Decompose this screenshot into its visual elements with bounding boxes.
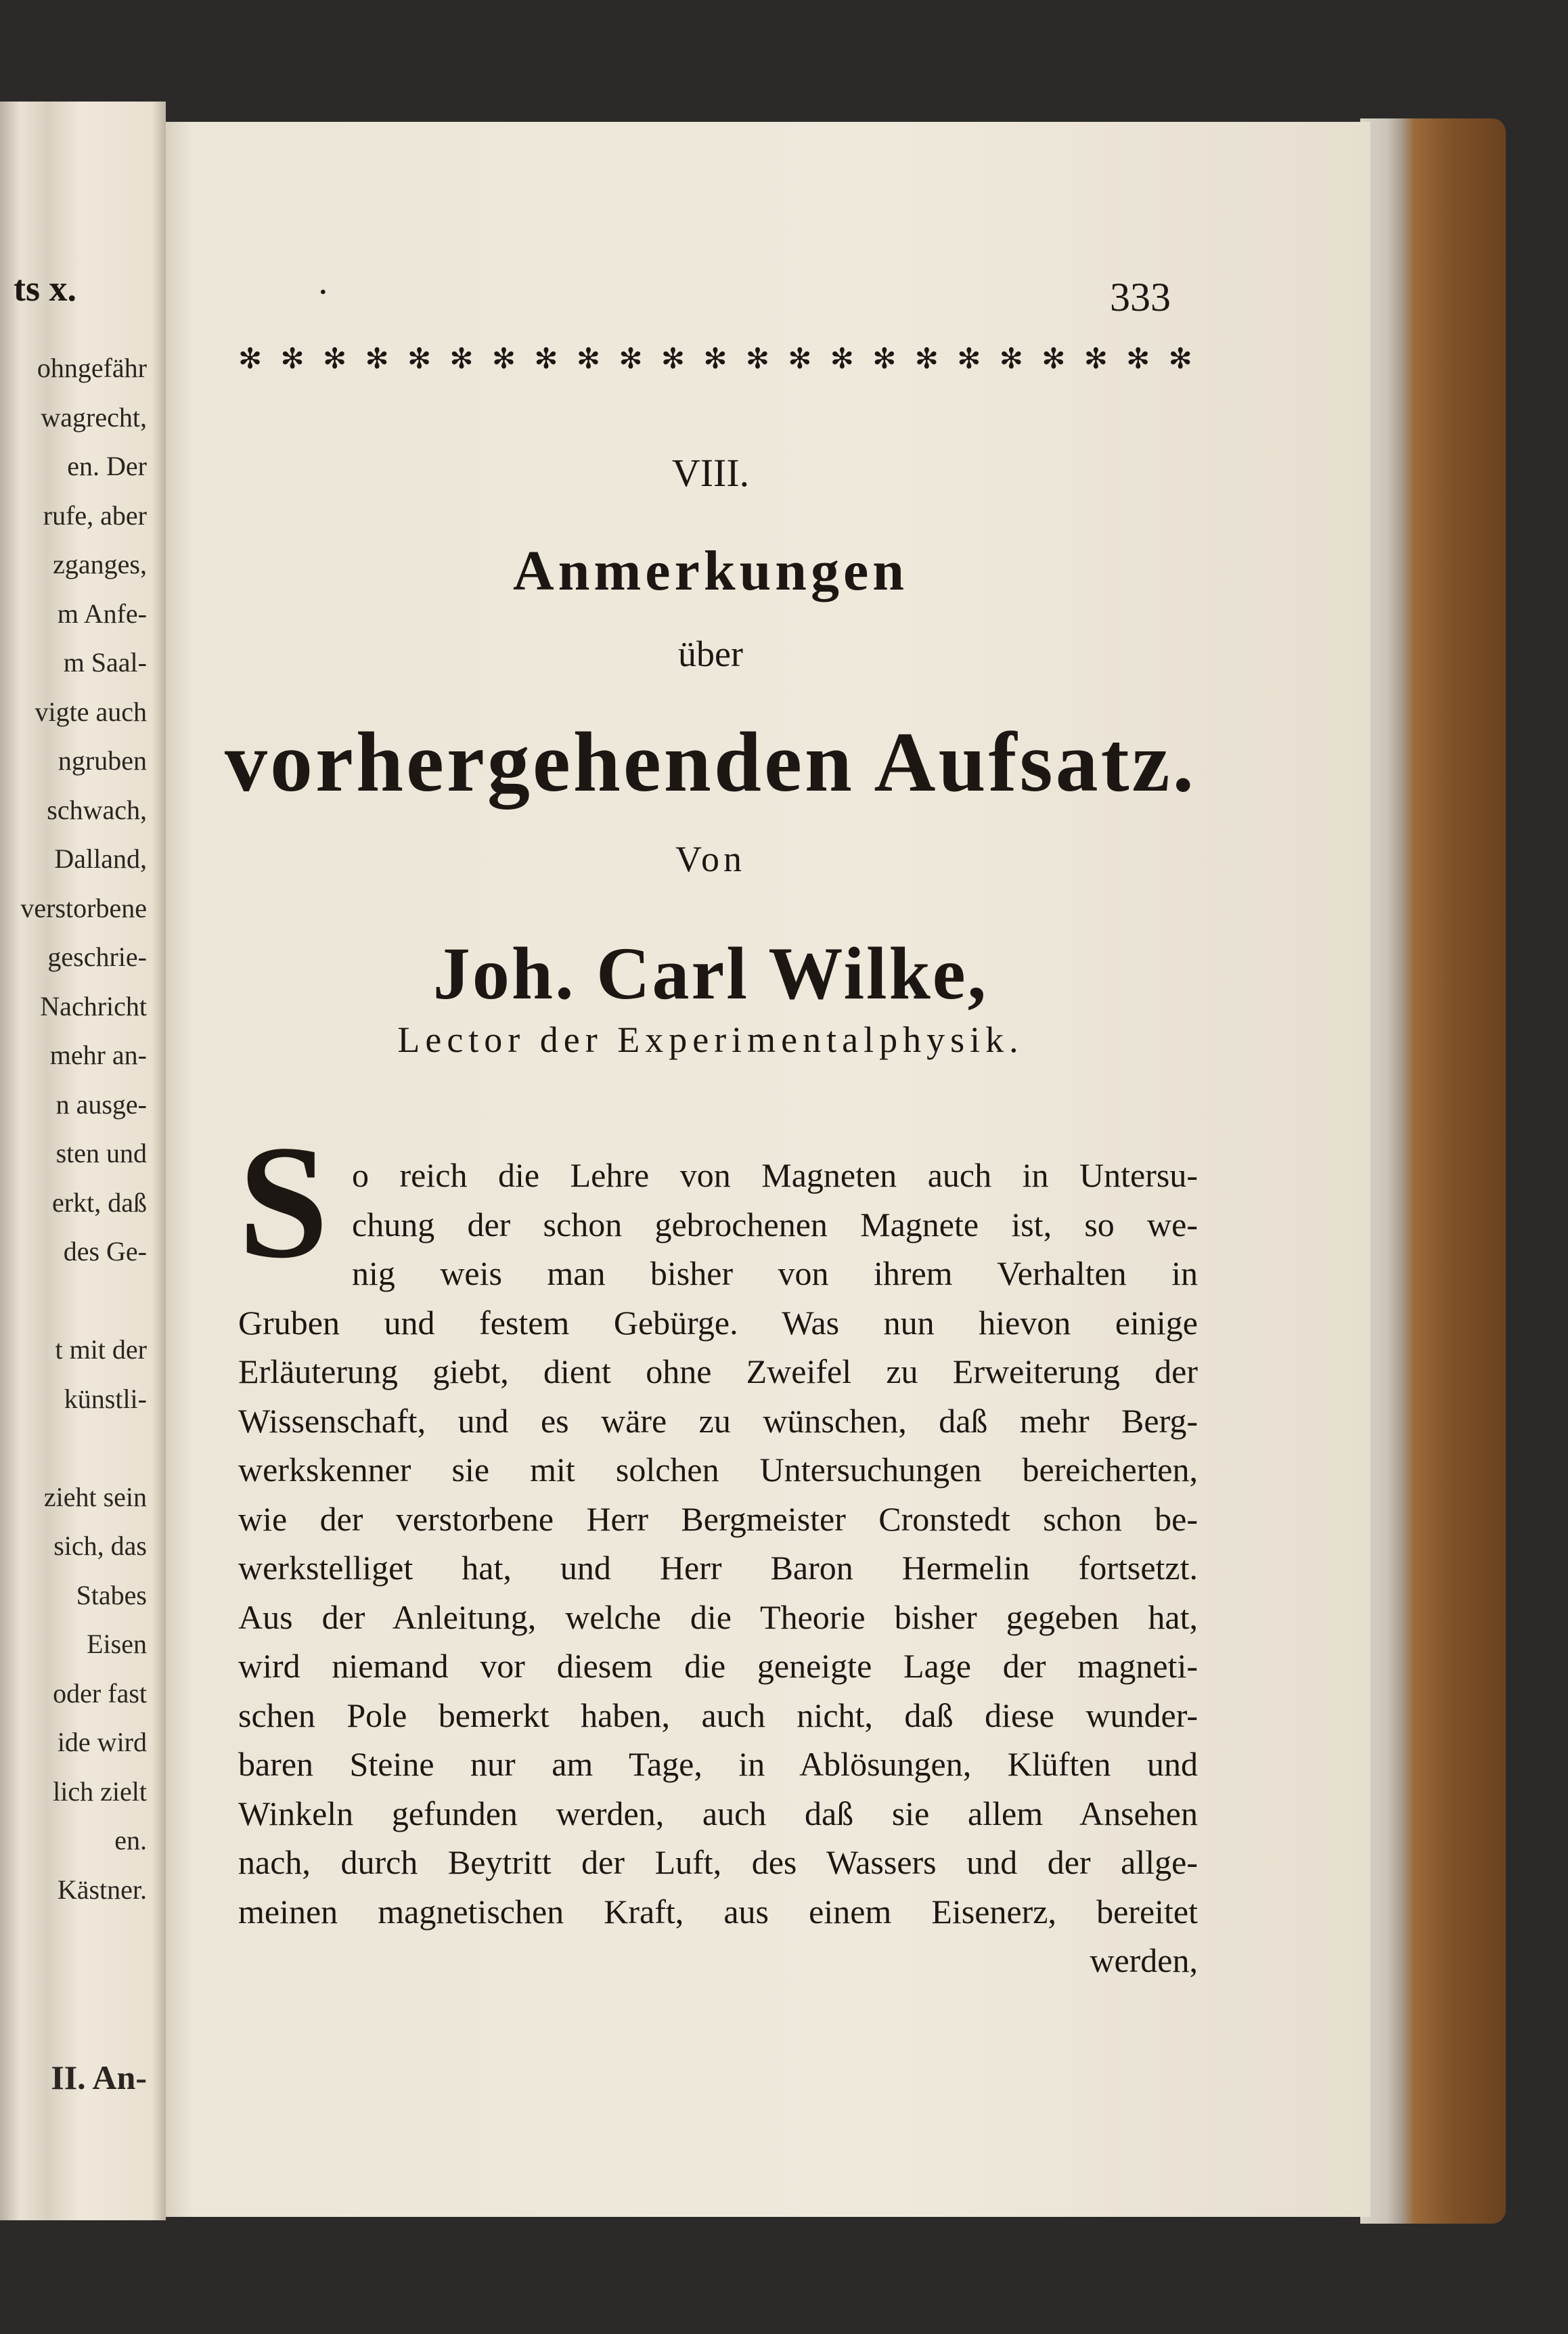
ornament-star-icon: ✻ <box>788 344 812 375</box>
ornament-star-icon: ✻ <box>1126 344 1150 375</box>
ornament-star-icon: ✻ <box>491 344 516 375</box>
book-cover-edge <box>1360 118 1506 2224</box>
ornament-star-icon: ✻ <box>660 344 686 375</box>
left-page-line: schwach, <box>47 794 147 825</box>
body-line: baren Steine nur am Tage, in Ablösungen, Klüften und <box>238 1745 1198 1783</box>
left-page-line: oder fast <box>53 1677 147 1709</box>
body-line: nach, durch Beytritt der Luft, des Wassers und der allge- <box>238 1843 1198 1881</box>
left-page-line: verstorbene <box>20 892 147 923</box>
left-page-line: n ausge- <box>55 1088 147 1120</box>
left-page-line: ohngefähr <box>37 353 147 383</box>
left-page-line: zieht sein <box>43 1481 147 1512</box>
left-page-line: ide wird <box>57 1727 147 1757</box>
ornament-star-icon: ✻ <box>407 344 432 375</box>
header-dot: · <box>317 271 330 313</box>
body-line: nig weis man bisher von ihrem Verhalten in <box>352 1254 1198 1292</box>
ornament-star-icon: ✻ <box>576 344 601 375</box>
ornament-star-icon: ✻ <box>1083 344 1108 375</box>
left-page-line: künstli- <box>64 1383 147 1414</box>
left-page-line: Kästner. <box>57 1874 147 1905</box>
body-line: werden, <box>1090 1941 1198 1979</box>
ornament-star-icon: ✻ <box>365 344 389 375</box>
ornament-star-icon: ✻ <box>914 344 939 375</box>
ornament-star-icon: ✻ <box>322 344 347 375</box>
left-page-line: lich zielt <box>53 1776 147 1807</box>
body-line: wird niemand vor diesem die geneigte Lage der magneti- <box>238 1647 1198 1685</box>
body-line: Wissenschaft, und es wäre zu wünschen, daß mehr Berg- <box>238 1401 1198 1440</box>
left-page-line: sten und <box>55 1138 147 1168</box>
by-line: Von <box>675 839 746 879</box>
left-page-line: sich, das <box>53 1531 147 1561</box>
left-page-header: ts x. <box>14 268 76 309</box>
left-page-line: en. <box>114 1825 147 1855</box>
ornament-star-icon: ✻ <box>703 344 727 375</box>
drop-cap: S <box>238 1111 329 1292</box>
left-page-line: wagrecht, <box>41 401 147 433</box>
ornament-star-icon: ✻ <box>280 344 305 375</box>
left-page-line: m Saal- <box>63 647 147 678</box>
ornament-star-icon: ✻ <box>830 344 854 375</box>
ornament-row <box>238 342 1192 376</box>
body-line: schen Pole bemerkt haben, auch nicht, daß diese wunder- <box>238 1696 1198 1734</box>
left-page <box>0 102 166 2220</box>
left-page-line: Eisen <box>87 1629 147 1659</box>
ornament-star-icon: ✻ <box>999 344 1023 375</box>
title-line-3: vorhergehenden Aufsatz. <box>225 715 1196 810</box>
body-line: o reich die Lehre von Magneten auch in Untersu- <box>352 1156 1198 1194</box>
body-line: meinen magnetischen Kraft, aus einem Eisenerz, bereitet <box>238 1892 1198 1931</box>
body-line: Erläuterung giebt, dient ohne Zweifel zu Erweiterung der <box>238 1352 1198 1390</box>
left-page-line: des Ge- <box>63 1236 147 1267</box>
left-page-line: II. An- <box>51 2058 147 2096</box>
left-page-line: en. Der <box>67 451 147 481</box>
ornament-star-icon: ✻ <box>534 344 558 375</box>
author-title: Lector der Experimentalphysik. <box>397 1019 1024 1060</box>
author-name: Joh. Carl Wilke, <box>432 932 989 1015</box>
left-page-line: erkt, daß <box>52 1187 147 1218</box>
ornament-star-icon: ✻ <box>449 344 474 375</box>
left-page-line: Dalland, <box>54 843 147 874</box>
ornament-star-icon: ✻ <box>745 344 770 375</box>
ornament-star-icon: ✻ <box>957 344 981 375</box>
left-page-line: Stabes <box>76 1579 147 1610</box>
left-page-line: m Anfe- <box>57 598 147 629</box>
body-line: Aus der Anleitung, welche die Theorie bisher gegeben hat, <box>238 1598 1198 1636</box>
body-line: werkskenner sie mit solchen Untersuchungen bereicherten, <box>238 1451 1198 1489</box>
ornament-star-icon: ✻ <box>872 344 897 375</box>
left-page-line: rufe, aber <box>43 500 147 531</box>
chapter-number: VIII. <box>671 451 750 495</box>
ornament-star-icon: ✻ <box>619 344 643 375</box>
title-line-1: Anmerkungen <box>512 540 909 602</box>
body-line: werkstelliget hat, und Herr Baron Hermelin fortsetzt. <box>238 1549 1198 1587</box>
body-text <box>238 1151 1198 1985</box>
body-line: wie der verstorbene Herr Bergmeister Cronstedt schon be- <box>238 1499 1198 1538</box>
body-line: Winkeln gefunden werden, auch daß sie allem Ansehen <box>238 1794 1198 1832</box>
title-line-2: über <box>678 634 743 674</box>
left-page-line: zganges, <box>53 549 147 579</box>
ornament-star-icon: ✻ <box>1041 344 1066 375</box>
ornament-star-icon: ✻ <box>238 344 263 375</box>
left-page-line: t mit der <box>55 1334 147 1365</box>
left-page-line: vigte auch <box>35 696 147 727</box>
left-page-line: mehr an- <box>49 1040 147 1070</box>
body-line: Gruben und festem Gebürge. Was nun hievon einige <box>238 1303 1198 1342</box>
left-page-line: geschrie- <box>47 942 147 972</box>
ornament-star-icon: ✻ <box>1168 344 1192 375</box>
left-page-line: Nachricht <box>40 990 147 1021</box>
page-number: 333 <box>1110 275 1171 320</box>
left-page-line: ngruben <box>58 745 147 776</box>
body-line: chung der schon gebrochenen Magnete ist, so we- <box>352 1205 1198 1243</box>
